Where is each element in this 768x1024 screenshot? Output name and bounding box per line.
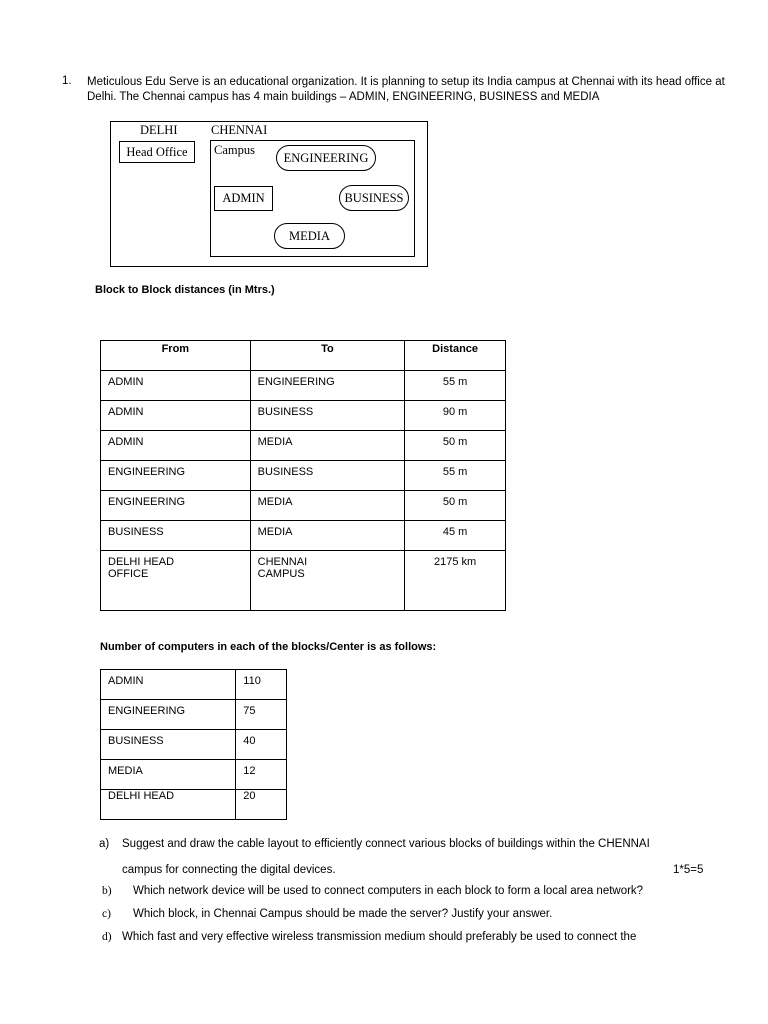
count-cell: 12 — [236, 760, 287, 790]
subquestion-d-label: d) — [102, 931, 112, 943]
from-cell: ENGINEERING — [101, 461, 251, 491]
table-row — [101, 760, 287, 790]
from-cell: ENGINEERING — [101, 491, 251, 521]
business-block: BUSINESS — [339, 185, 409, 211]
to-cell: MEDIA — [250, 431, 405, 461]
table-row — [101, 401, 506, 431]
subquestion-b-text: Which network device will be used to connect computers in each block to form a local area network? — [133, 885, 644, 897]
engineering-block: ENGINEERING — [276, 145, 376, 171]
count-cell: 75 — [236, 700, 287, 730]
question-number: 1. — [62, 75, 72, 87]
subquestion-d-text: Which fast and very effective wireless transmission medium should preferably be used to connect the — [122, 931, 637, 943]
distance-cell: 90 m — [405, 401, 506, 431]
computers-table — [100, 669, 287, 820]
table-row — [101, 700, 287, 730]
table-row — [101, 790, 287, 820]
column-header-to: To — [250, 341, 405, 371]
table-row — [101, 551, 506, 611]
to-cell: BUSINESS — [250, 461, 405, 491]
chennai-label: CHENNAI — [211, 123, 268, 137]
block-cell: MEDIA — [101, 760, 236, 790]
column-header-distance: Distance — [405, 341, 506, 371]
marks-label: 1*5=5 — [673, 864, 704, 876]
block-cell: ENGINEERING — [101, 700, 236, 730]
head-office-box: Head Office — [119, 141, 195, 163]
subquestion-a-text: Suggest and draw the cable layout to efficiently connect various blocks of buildings within the CHENNAI — [122, 838, 650, 850]
from-line: OFFICE — [108, 568, 149, 580]
delhi-label: DELHI — [140, 123, 178, 137]
count-cell: 40 — [236, 730, 287, 760]
block-cell: ADMIN — [101, 670, 236, 700]
campus-label: Campus — [214, 143, 255, 157]
to-line: CAMPUS — [257, 568, 305, 580]
block-cell: BUSINESS — [101, 730, 236, 760]
count-cell: 110 — [236, 670, 287, 700]
to-line: CHENNAI — [257, 556, 308, 568]
to-cell: BUSINESS — [250, 401, 405, 431]
distance-cell: 50 m — [405, 431, 506, 461]
table-row — [101, 491, 506, 521]
distance-cell: 45 m — [405, 521, 506, 551]
distance-cell: 55 m — [405, 461, 506, 491]
from-cell: ADMIN — [101, 401, 251, 431]
question-intro: Meticulous Edu Serve is an educational organization. It is planning to setup its India campus at Chennai with its head office at Delhi. The Chennai campus has 4 main buildings – ADMIN, ENGINEERING, BUSINESS and MEDIA — [87, 76, 725, 103]
to-cell — [250, 551, 405, 611]
admin-block: ADMIN — [214, 186, 273, 211]
distances-table — [100, 340, 506, 611]
subquestion-c-text: Which block, in Chennai Campus should be made the server? Justify your answer. — [133, 908, 553, 920]
subquestion-a-text-continued: campus for connecting the digital devices. — [122, 864, 336, 876]
to-cell: ENGINEERING — [250, 371, 405, 401]
media-block: MEDIA — [274, 223, 345, 249]
block-cell: DELHI HEAD — [101, 790, 236, 820]
from-cell: BUSINESS — [101, 521, 251, 551]
distances-heading: Block to Block distances (in Mtrs.) — [95, 284, 275, 296]
from-line: DELHI HEAD — [108, 556, 175, 568]
distance-cell: 55 m — [405, 371, 506, 401]
table-row — [101, 371, 506, 401]
to-cell: MEDIA — [250, 491, 405, 521]
table-row — [101, 431, 506, 461]
subquestion-a-label: a) — [99, 838, 110, 850]
from-cell: ADMIN — [101, 371, 251, 401]
distance-cell: 2175 km — [405, 551, 506, 611]
distance-cell: 50 m — [405, 491, 506, 521]
table-row — [101, 730, 287, 760]
count-cell: 20 — [236, 790, 287, 820]
table-row — [101, 461, 506, 491]
to-cell: MEDIA — [250, 521, 405, 551]
table-row — [101, 521, 506, 551]
subquestion-b-label: b) — [102, 885, 112, 897]
from-cell: ADMIN — [101, 431, 251, 461]
computers-heading: Number of computers in each of the blocks/Center is as follows: — [100, 641, 437, 653]
column-header-from: From — [101, 341, 251, 371]
table-row — [101, 670, 287, 700]
table-header-row — [101, 341, 506, 371]
subquestion-c-label: c) — [102, 908, 111, 920]
from-cell — [101, 551, 251, 611]
